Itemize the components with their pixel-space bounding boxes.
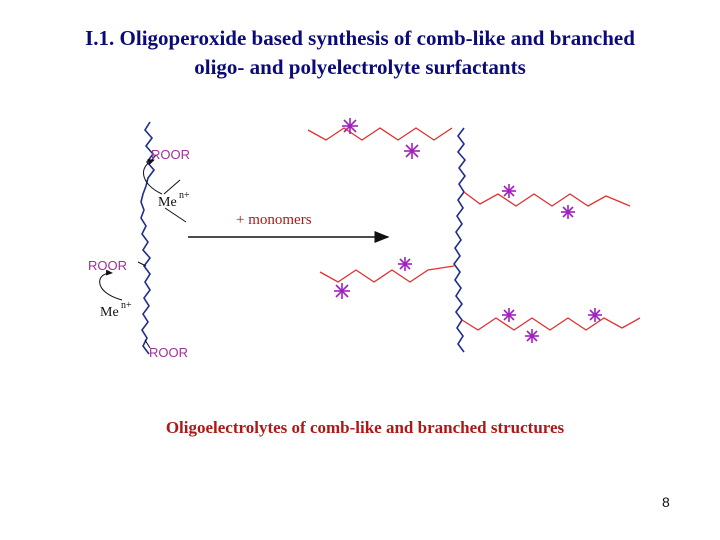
metal-bond-top-2 [164,180,180,194]
page-number: 8 [662,494,670,510]
graft-branch-right-bottom [462,318,640,330]
metal-label-bottom: Me [100,305,119,320]
star-icon [342,118,358,134]
reaction-label: + monomers [236,212,312,228]
star-icon [404,143,420,159]
title-line-2: oligo- and polyelectrolyte surfactants [194,55,526,79]
product-backbone [454,128,465,352]
curved-arrow-icon [100,273,122,300]
title-line-1: I.1. Oligoperoxide based synthesis of comb-like and branched [85,26,635,50]
graft-branch-left-middle [320,266,454,282]
star-icon [502,308,516,322]
roor-label-middle: ROOR [88,258,127,273]
figure-caption: Oligoelectrolytes of comb-like and branched structures [165,418,565,437]
metal-charge-top: n+ [179,190,190,201]
graft-branch-top [308,128,452,140]
star-icon [525,329,539,343]
star-icon [334,283,350,299]
roor-label-bottom: ROOR [149,345,188,360]
curved-arrow-icon [144,160,162,194]
metal-bond-top [165,208,186,222]
graft-branch-right-top [464,192,630,206]
star-icon [588,308,602,322]
metal-charge-bottom: n+ [121,300,132,311]
metal-label-top: Me [158,195,177,210]
star-icon [398,257,412,271]
roor-label-top: ROOR [151,147,190,162]
star-icon [502,184,516,198]
star-icon [561,205,575,219]
